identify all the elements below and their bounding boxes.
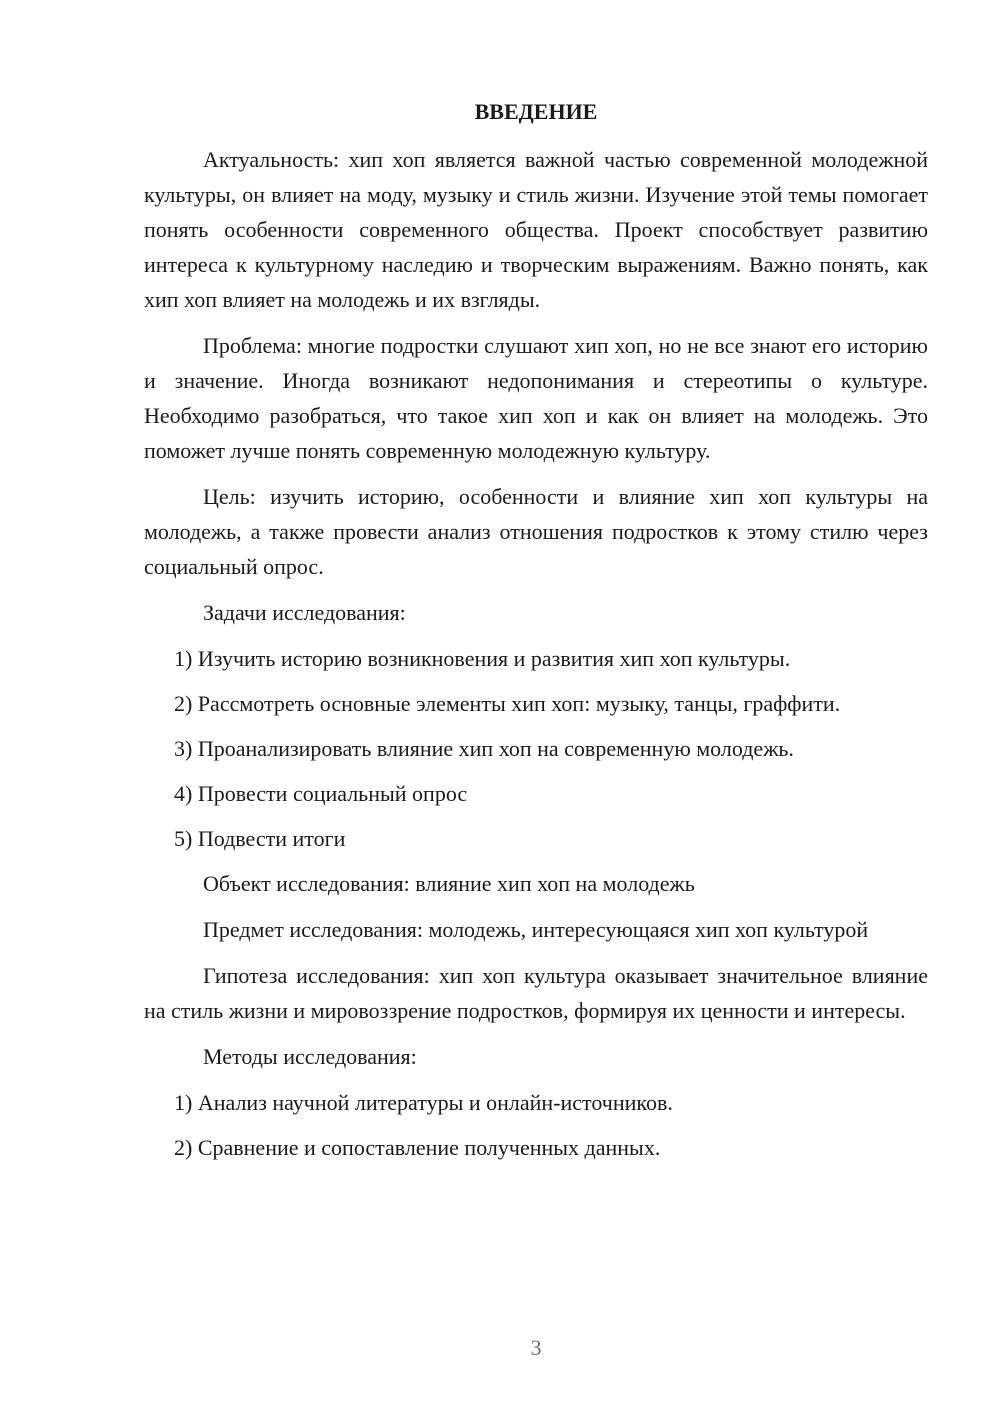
section-heading: ВВЕДЕНИЕ (474, 99, 598, 124)
list-item: 3) Проанализировать влияние хип хоп на современную молодежь. (174, 736, 794, 761)
object-paragraph: Объект исследования: влияние хип хоп на молодежь (203, 871, 695, 896)
methods-list (144, 1085, 928, 1165)
page-content (144, 94, 928, 1175)
goal-paragraph: Цель: изучить историю, особенности и влияние хип хоп культуры на молодежь, а также провести анализ отношения подростков к этому стилю через социальный опрос. (144, 484, 928, 579)
list-item: 1) Изучить историю возникновения и развития хип хоп культуры. (174, 646, 791, 671)
hypothesis-paragraph: Гипотеза исследования: хип хоп культура оказывает значительное влияние на стиль жизни и мировоззрение подростков, формируя их ценности и интересы. (144, 963, 928, 1023)
list-item: 5) Подвести итоги (174, 826, 346, 851)
list-item: 2) Сравнение и сопоставление полученных данных. (174, 1135, 661, 1160)
tasks-label: Задачи исследования: (203, 600, 406, 625)
methods-label: Методы исследования: (203, 1044, 417, 1069)
page-number: 3 (530, 1335, 542, 1360)
problem-paragraph: Проблема: многие подростки слушают хип хоп, но не все знают его историю и значение. Иногда возникают недопонимания и стереотипы о культуре. Необходимо разобраться, что такое хип хоп и как он влияет на молодежь. Это поможет лучше понять современную молодежную культуру. (144, 333, 928, 463)
relevance-paragraph: Актуальность: хип хоп является важной частью современной молодежной культуры, он влияет на моду, музыку и стиль жизни. Изучение этой темы помогает понять особенности современного общества. Проект способствует развитию интереса к культурному наследию и творческим выражениям. Важно понять, как хип хоп влияет на молодежь и их взгляды. (144, 147, 928, 312)
list-item: 4) Провести социальный опрос (174, 781, 468, 806)
list-item: 2) Рассмотреть основные элементы хип хоп: музыку, танцы, граффити. (174, 691, 841, 716)
tasks-list (144, 641, 928, 856)
list-item: 1) Анализ научной литературы и онлайн-источников. (174, 1090, 673, 1115)
subject-paragraph: Предмет исследования: молодежь, интересующаяся хип хоп культурой (203, 917, 869, 942)
